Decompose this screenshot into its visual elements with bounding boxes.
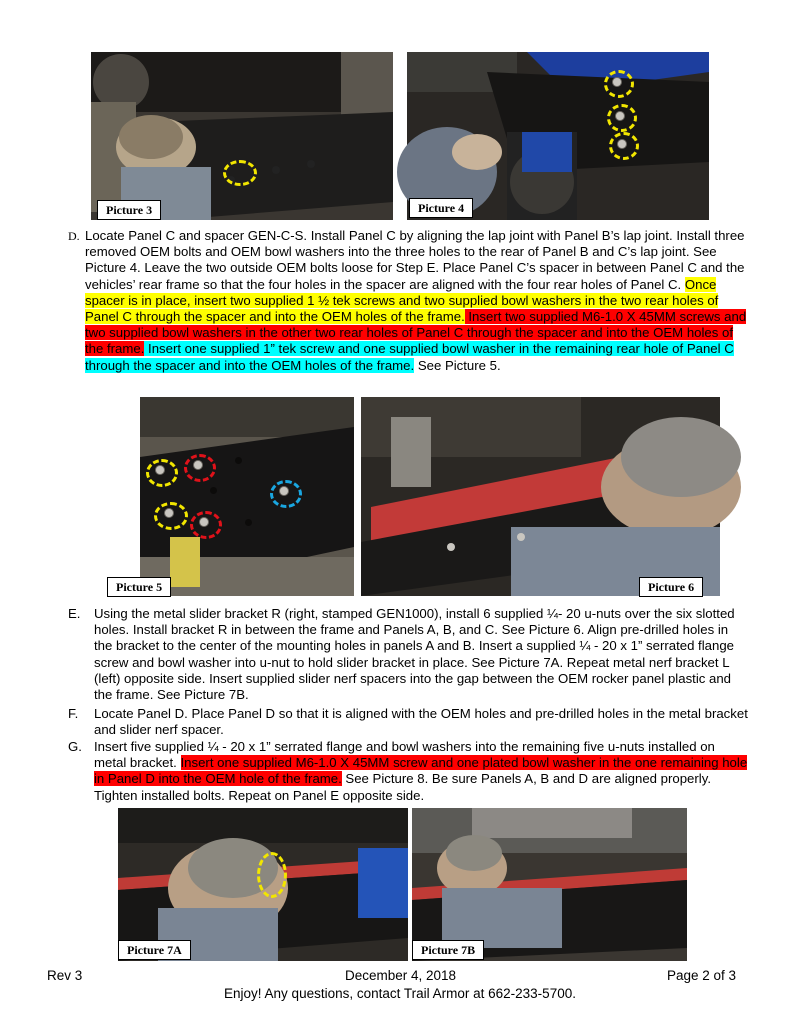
step-g-text-end: See Picture 8. Be sure Panels A, B and D are aligned properly. Tighten installed bolts. Repeat on Panel E opposite side. — [94, 771, 711, 803]
step-e-label: E. — [68, 606, 81, 621]
picture-6-photo — [361, 397, 720, 596]
step-d-label: D. — [68, 229, 80, 243]
picture-4-scene — [407, 52, 709, 220]
picture-3-caption: Picture 3 — [97, 200, 161, 220]
step-d-text: Locate Panel C and spacer GEN-C-S. Install Panel C by aligning the lap joint with Panel B’s lap joint. Install three removed OEM bolts and OEM bowl washers into the three holes to the rear of Panel B and C’s lap joint. See Picture 4. Leave the two outside OEM bolts loose for Step E. Place Panel C’s spacer in between Panel C and the vehicles’ rear frame so that the four holes in the spacer are aligned with the four rear holes of Panel C. — [85, 228, 745, 292]
footer-date: December 4, 2018 — [345, 968, 457, 983]
bolt-icon — [612, 77, 622, 87]
picture-5-scene — [140, 397, 354, 596]
picture-7b-photo — [412, 808, 687, 961]
picture-3-photo — [91, 52, 393, 220]
picture-4-photo — [407, 52, 709, 220]
step-d — [68, 228, 750, 374]
bolt-icon — [279, 486, 289, 496]
picture-7a-caption: Picture 7A — [118, 940, 191, 960]
step-g — [68, 739, 750, 804]
footer-page: Page 2 of 3 — [667, 968, 737, 983]
picture-7b-caption: Picture 7B — [412, 940, 484, 960]
step-f-label: F. — [68, 706, 79, 721]
picture-4-caption: Picture 4 — [409, 198, 473, 218]
footer-rev: Rev 3 — [47, 968, 83, 983]
step-e — [68, 606, 750, 703]
picture-3-scene — [91, 52, 393, 220]
picture-6-caption: Picture 6 — [639, 577, 703, 597]
step-e-text: Using the metal slider bracket R (right, stamped GEN1000), install 6 supplied ¼- 20 u-nuts over the six slotted holes. Install bracket R in between the frame and Panels A, B, and C. See Picture 6. Align pre-drilled holes in the bracket to the center of the mounting holes in panels A and B. Insert a supplied ¼ - 20 x 1” serrated flange screw and bowl washer into u-nut to hold slider bracket in place. See Picture 7A. Repeat metal nerf bracket L (left) opposite side. Insert supplied slider nerf spacers into the gap between the OEM rocker panel plastic and the frame. See Picture 7B. — [94, 606, 735, 703]
hole-icon — [235, 457, 242, 464]
picture-5-photo — [116, 397, 354, 596]
picture-7a-photo — [118, 808, 408, 961]
hole-icon — [245, 519, 252, 526]
bolt-icon — [164, 508, 174, 518]
step-g-red-highlight: Insert one supplied M6-1.0 X 45MM screw and one plated bowl washer in the one remaining hole in Panel D into the OEM hole of the frame. — [94, 755, 748, 787]
bolt-icon — [199, 517, 209, 527]
step-g-text: Insert five supplied ¼ - 20 x 1” serrated flange and bowl washers into the remaining five u-nuts installed on metal bracket. — [94, 739, 715, 771]
step-d-yellow-highlight: Once spacer is in place, insert two supplied 1 ½ tek screws and two supplied bowl washers in the two rear holes of Panel C through the spacer and into the OEM holes of the frame. — [85, 276, 719, 325]
step-d-cyan-highlight: Insert one supplied 1” tek screw and one supplied bowl washer in the remaining rear hole of Panel C through the spacer and into the OEM holes of the frame. — [85, 341, 734, 373]
step-d-text-end: See Picture 5. — [414, 357, 501, 373]
picture-7b-scene — [412, 808, 687, 961]
picture-5-caption: Picture 5 — [107, 577, 171, 597]
step-f — [68, 706, 750, 738]
bolt-icon — [155, 465, 165, 475]
yellow-marker-icon — [257, 852, 287, 898]
bolt-icon — [193, 460, 203, 470]
bolt-icon — [615, 111, 625, 121]
step-g-label: G. — [68, 739, 82, 754]
picture-6-scene — [361, 397, 720, 596]
step-d-red-highlight: Insert two supplied M6-1.0 X 45MM screws and two supplied bowl washers in the other two rear holes of Panel C through the spacer and into the OEM holes of the frame. — [85, 309, 747, 357]
footer-contact: Enjoy! Any questions, contact Trail Armor at 662-233-5700. — [224, 986, 576, 1001]
yellow-marker-icon — [223, 160, 257, 186]
step-f-text: Locate Panel D. Place Panel D so that it is aligned with the OEM holes and pre-drilled holes in the metal bracket and slider nerf spacer. — [94, 706, 748, 738]
hole-icon — [210, 487, 217, 494]
bolt-icon — [617, 139, 627, 149]
